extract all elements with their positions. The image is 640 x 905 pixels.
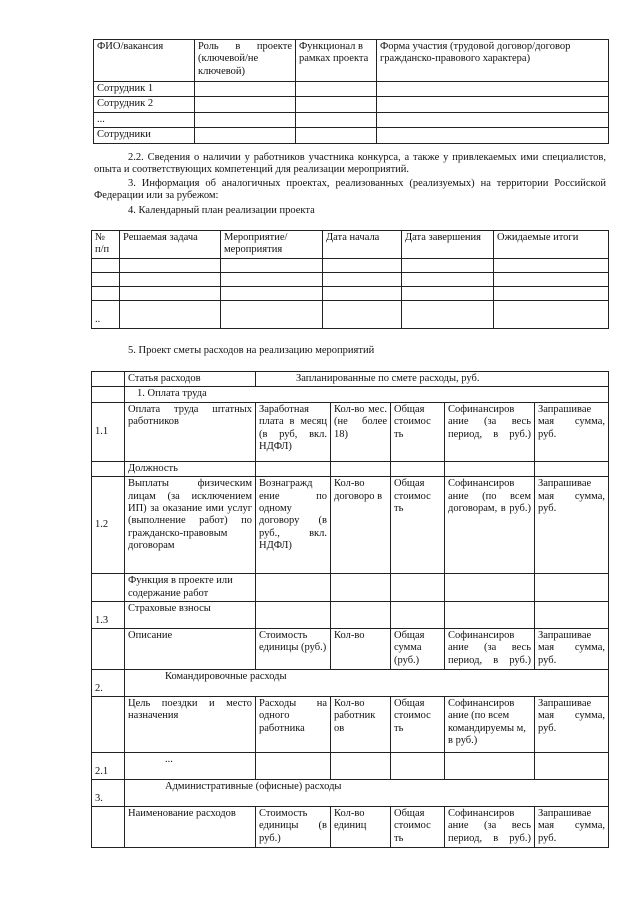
staff-table: [93, 39, 609, 144]
budget-table: [91, 371, 609, 848]
section-3-requested: Запрашивае мая сумма, руб.: [535, 807, 609, 848]
section-2-cofinancing: Софинансиров ание (по всем командируемы м, в руб.): [445, 697, 535, 753]
row-2-1-number: 2.1: [92, 753, 125, 780]
header-role: Роль в проекте (ключевой/не ключевой): [195, 40, 296, 82]
row-1-3-requested: Запрашивае мая сумма, руб.: [535, 629, 609, 670]
row-1-2-requested: Запрашивае мая сумма, руб.: [535, 477, 609, 574]
row-1-2-cofinancing: Софинансиров ание (по всем договорам, в руб.): [445, 477, 535, 574]
section-3-unit-cost: Стоимость единицы (в руб.): [256, 807, 331, 848]
row-1-1-name: Оплата труда штатных работников: [125, 402, 256, 461]
paragraph-2-2: 2.2. Сведения о наличии у работников участника конкурса, а также у привлекаемых ими специалистов, опыта и соответствующих компетенций для реализации мероприятий.: [94, 152, 606, 176]
paragraph-5: 5. Проект сметы расходов на реализацию мероприятий: [128, 345, 375, 356]
paragraph-3: 3. Информация об аналогичных проектах, реализованных (реализуемых) на территории Российской Федерации или за рубежом:: [94, 178, 606, 202]
row-1-2-number: 1.2: [92, 477, 125, 574]
header-end-date: Дата завершения: [402, 231, 494, 259]
section-3-name: Наименование расходов: [125, 807, 256, 848]
table-row: Сотрудник 1: [94, 82, 195, 97]
plan-last-row-number: ..: [92, 300, 120, 328]
section-3-title: Административные (офисные) расходы: [125, 780, 609, 807]
section-2-number: 2.: [92, 670, 125, 697]
row-1-3-number: 1.3: [92, 602, 125, 629]
row-1-2-contracts: Кол-во договоро в: [331, 477, 391, 574]
section-2-total: Общая стоимос ть: [391, 697, 445, 753]
section-1-title: 1. Оплата труда: [125, 387, 609, 402]
row-1-2-name: Выплаты физическим лицам (за исключением ИП) за оказание ими услуг (выполнение работ) по гражданско-правовым договорам: [125, 477, 256, 574]
header-participation: Форма участия (трудовой договор/договор гражданско-правового характера): [377, 40, 609, 82]
section-3-cofinancing: Софинансиров ание (за весь период, в руб.): [445, 807, 535, 848]
plan-table: [91, 230, 609, 329]
header-function: Функционал в рамках проекта: [296, 40, 377, 82]
row-1-1-requested: Запрашивае мая сумма, руб.: [535, 402, 609, 461]
section-2-purpose: Цель поездки и место назначения: [125, 697, 256, 753]
section-2-employees: Кол-во работник ов: [331, 697, 391, 753]
row-1-3-total: Общая сумма (руб.): [391, 629, 445, 670]
position-label: Должность: [125, 461, 256, 476]
section-2-requested: Запрашивае мая сумма, руб.: [535, 697, 609, 753]
row-1-3-cofinancing: Софинансиров ание (за весь период, в руб.): [445, 629, 535, 670]
row-1-3-description: Описание: [125, 629, 256, 670]
header-fio: ФИО/вакансия: [94, 40, 195, 82]
section-3-quantity: Кол-во единиц: [331, 807, 391, 848]
header-task: Решаемая задача: [120, 231, 221, 259]
table-row: Сотрудник 2: [94, 97, 195, 112]
row-1-3-quantity: Кол-во: [331, 629, 391, 670]
row-1-1-cofinancing: Софинансиров ание (за весь период, в руб.): [445, 402, 535, 461]
table-row: ...: [94, 112, 195, 127]
section-3-total: Общая стоимос ть: [391, 807, 445, 848]
row-1-1-salary: Заработная плата в месяц (в руб, вкл. НДФЛ): [256, 402, 331, 461]
header-number: № п/п: [92, 231, 120, 259]
col-planned: Запланированные по смете расходы, руб.: [256, 372, 609, 387]
section-2-per-employee: Расходы на одного работника: [256, 697, 331, 753]
header-start-date: Дата начала: [323, 231, 402, 259]
function-label: Функция в проекте или содержание работ: [125, 574, 256, 602]
row-1-3-name: Страховые взносы: [125, 602, 256, 629]
row-2-1-ellipsis: ...: [125, 753, 256, 780]
row-1-3-unit-cost: Стоимость единицы (руб.): [256, 629, 331, 670]
col-article: Статья расходов: [125, 372, 256, 387]
row-1-2-total: Общая стоимос ть: [391, 477, 445, 574]
header-event: Мероприятие/ мероприятия: [221, 231, 323, 259]
row-1-1-number: 1.1: [92, 402, 125, 461]
section-2-title: Командировочные расходы: [125, 670, 609, 697]
header-results: Ожидаемые итоги: [494, 231, 609, 259]
paragraph-4: 4. Календарный план реализации проекта: [128, 205, 315, 216]
row-1-2-fee: Вознагражд ение по одному договору (в руб., вкл. НДФЛ): [256, 477, 331, 574]
table-row: Сотрудники: [94, 128, 195, 143]
row-1-1-months: Кол-во мес. (не более 18): [331, 402, 391, 461]
row-1-1-total: Общая стоимос ть: [391, 402, 445, 461]
section-3-number: 3.: [92, 780, 125, 807]
